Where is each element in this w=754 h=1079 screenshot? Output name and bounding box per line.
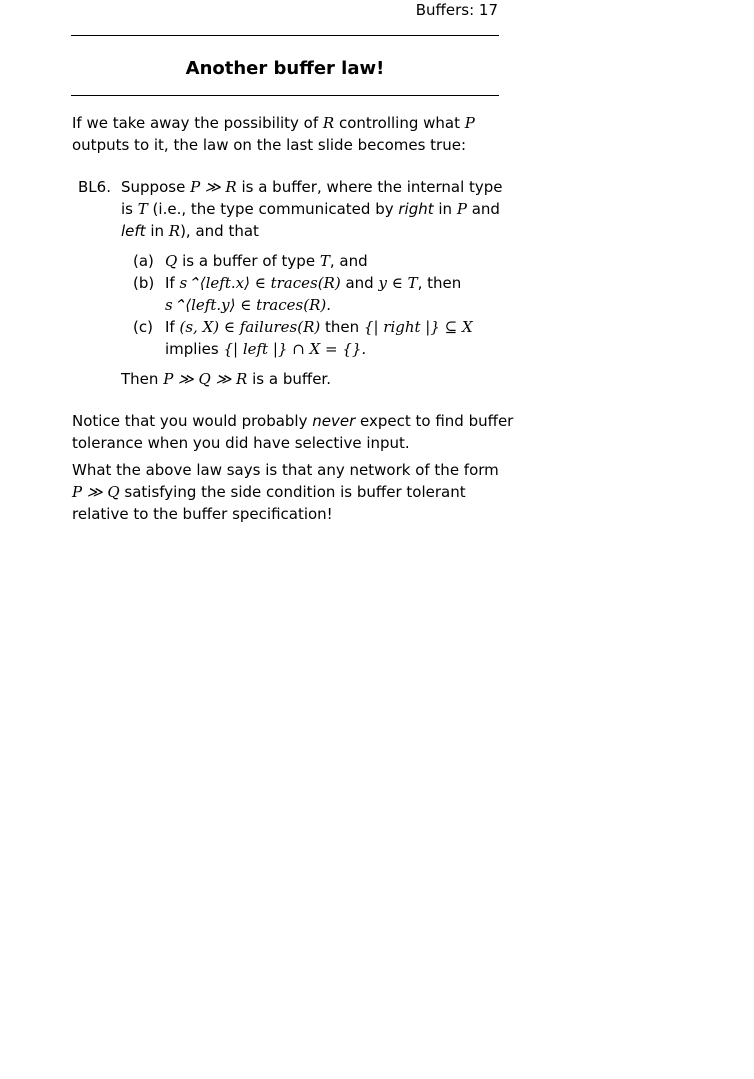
item-c-label: (c): [133, 318, 153, 336]
law-line-2: is T (i.e., the type communicated by right in P and: [121, 200, 500, 218]
item-a-label: (a): [133, 252, 154, 270]
law-item-b-cont: s⌃⟨left.y⟩ ∈ traces(R).: [165, 296, 331, 314]
closing-line-2: P ≫ Q satisfying the side condition is buffer tolerant: [72, 483, 466, 501]
law-item-b: (b) If s⌃⟨left.x⟩ ∈ traces(R) and y ∈ T, then: [133, 274, 462, 292]
intro-line-2: outputs to it, the law on the last slide becomes true:: [72, 136, 467, 154]
top-rule: [71, 35, 499, 36]
closing-line-1: What the above law says is that any network of the form: [72, 461, 499, 479]
law-line-1: BL6. Suppose P ≫ R is a buffer, where the internal type: [78, 178, 503, 196]
law-item-c: (c) If (s, X) ∈ failures(R) then {| right |} ⊆ X: [133, 318, 473, 336]
law-bl6: [72, 176, 503, 390]
notice-line-2: tolerance when you did have selective input.: [72, 434, 410, 452]
law-line-3: left in R), and that: [121, 222, 259, 240]
closing-line-3: relative to the buffer specification!: [72, 505, 333, 523]
notice-line-1: Notice that you would probably never expect to find buffer: [72, 412, 514, 430]
intro-paragraph: [72, 112, 500, 156]
page-header: Buffers: 17: [415, 1, 498, 19]
intro-line-1: If we take away the possibility of R controlling what P: [72, 114, 475, 132]
law-item-a: (a) Q is a buffer of type T, and: [133, 252, 368, 270]
closing-paragraph: [72, 459, 500, 525]
law-conclusion: Then P ≫ Q ≫ R is a buffer.: [121, 370, 331, 388]
notice-paragraph: [72, 410, 514, 454]
law-item-c-cont: implies {| left |} ∩ X = {}.: [165, 340, 367, 358]
item-b-label: (b): [133, 274, 155, 292]
title-rule: [71, 95, 499, 96]
slide-title: Another buffer law!: [185, 58, 385, 79]
law-label: BL6.: [78, 178, 111, 196]
